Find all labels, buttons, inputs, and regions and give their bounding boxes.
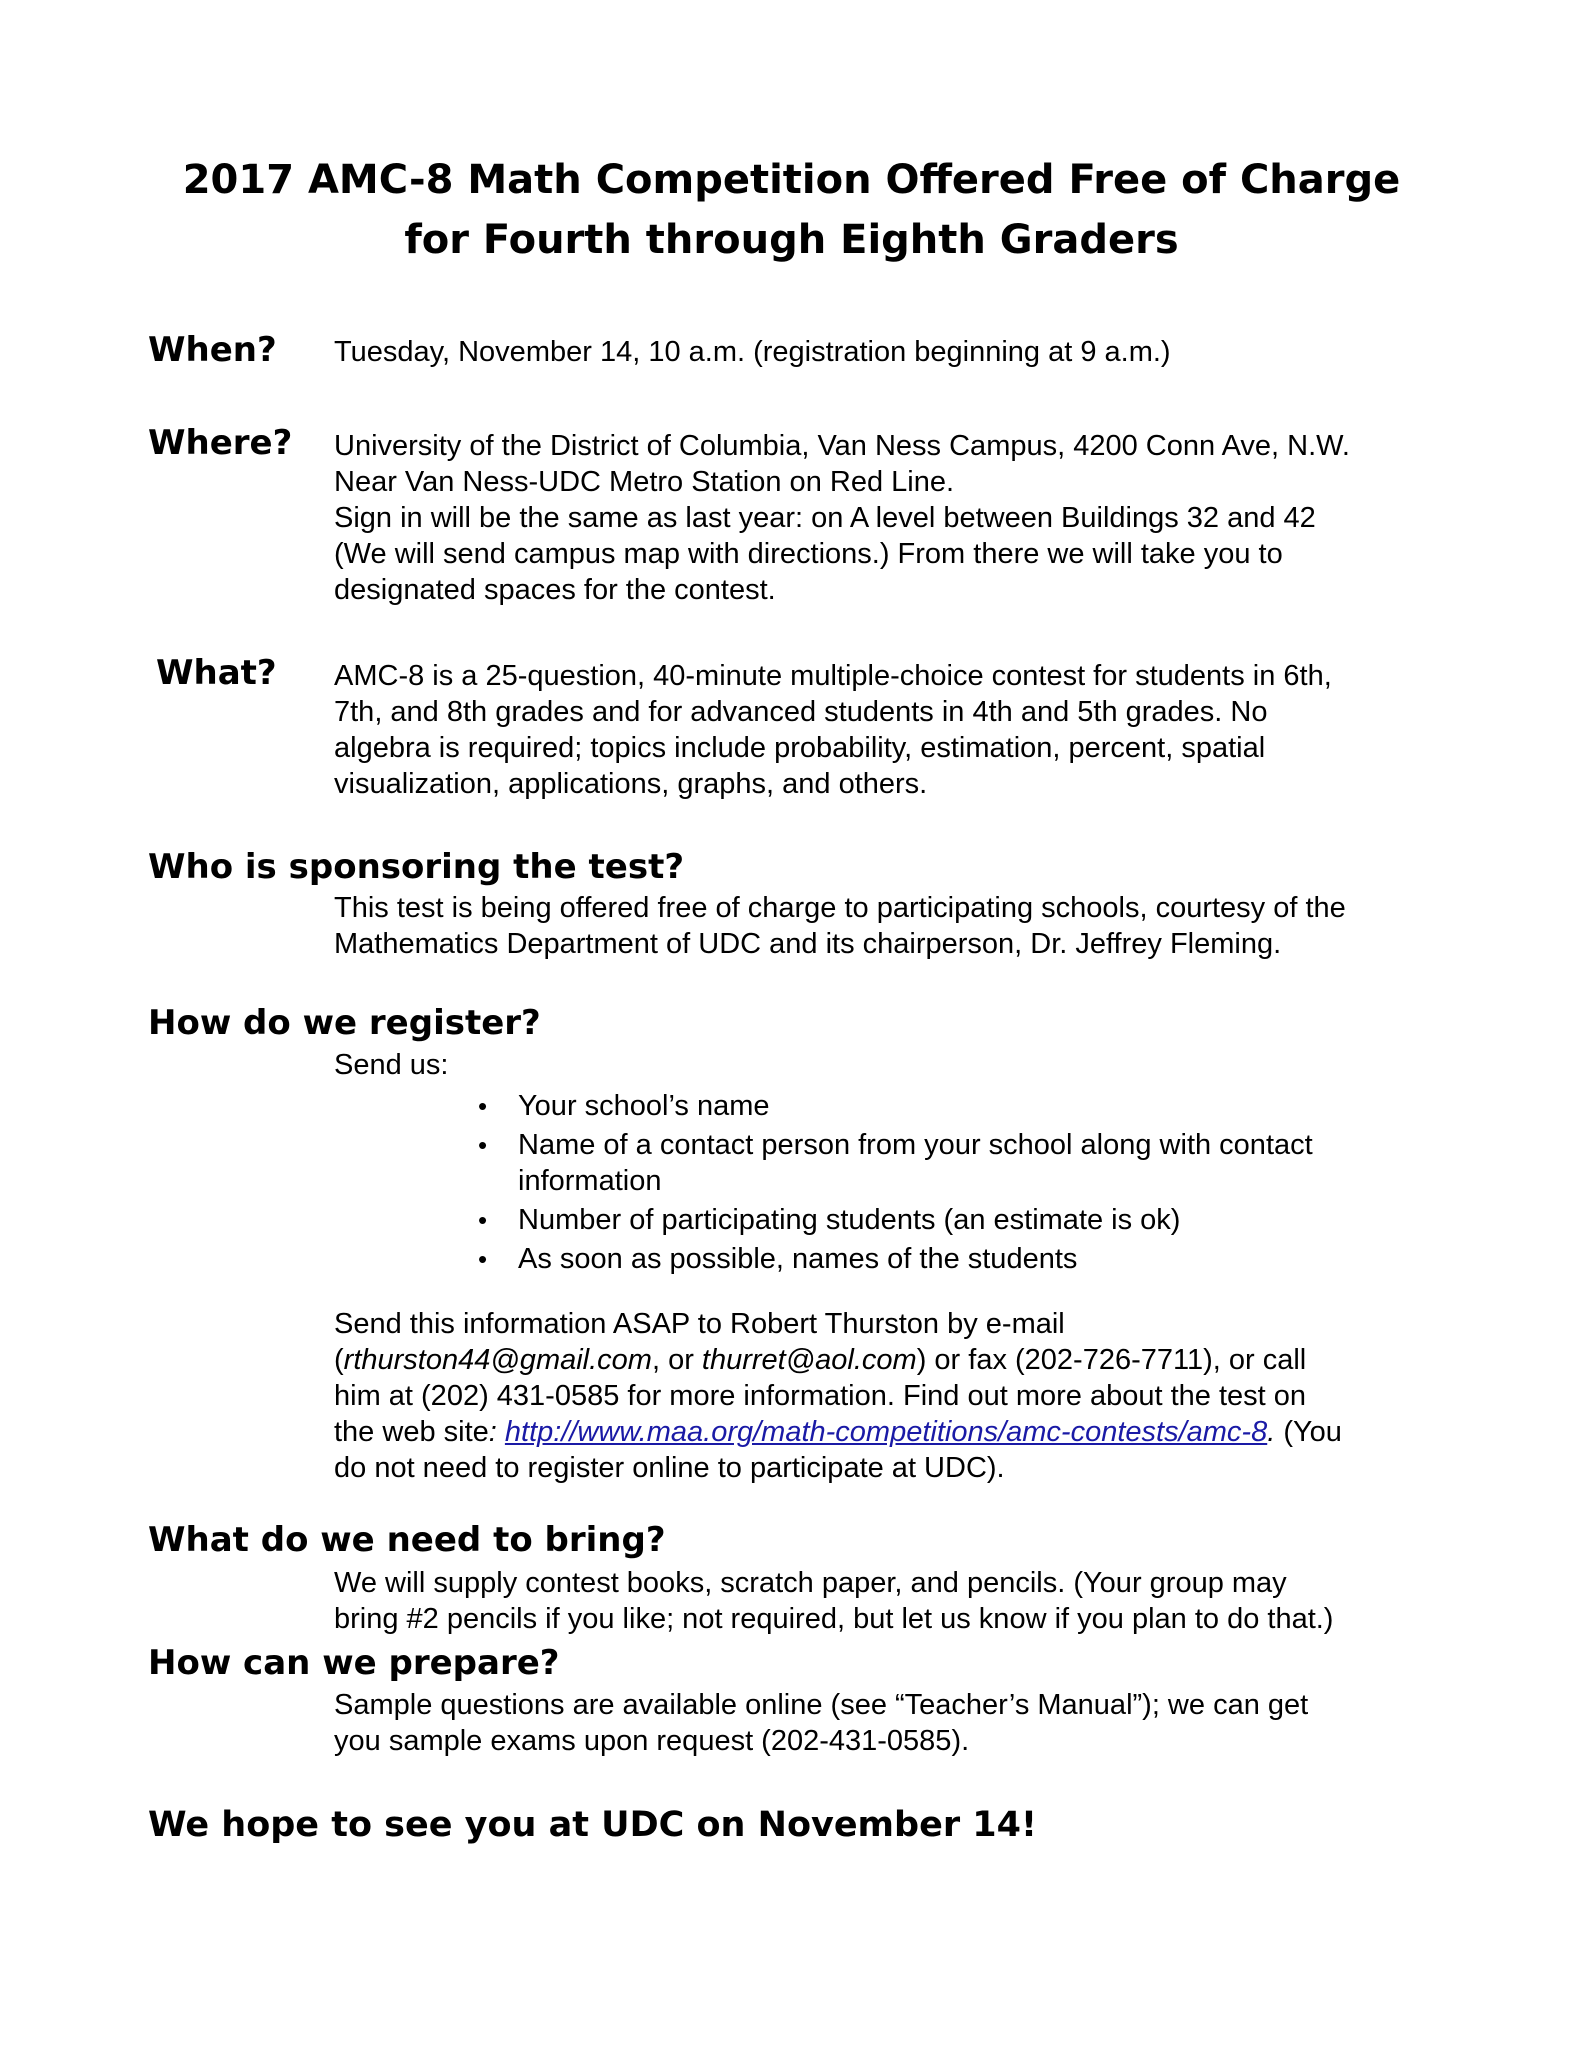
where-label: Where? <box>148 423 293 463</box>
closing-message: We hope to see you at UDC on November 14! <box>148 1805 1037 1845</box>
register-info-line-5: do not need to register online to participate at UDC). <box>334 1452 1005 1484</box>
register-info <box>334 1306 1454 1486</box>
what-line-2: 7th, and 8th grades and for advanced students in 4th and 5th grades. No <box>334 696 1268 728</box>
what-text <box>334 658 1454 802</box>
register-info-line-3: him at (202) 431-0585 for more information. Find out more about the test on <box>334 1380 1307 1412</box>
register-bullet-list <box>472 1088 1422 1280</box>
what-line-1: AMC-8 is a 25-question, 40-minute multiple-choice contest for students in 6th, <box>334 660 1332 692</box>
fax-call-text: ) or fax (202-726-7711), or call <box>916 1344 1307 1376</box>
register-info-line-2 <box>334 1342 1454 1378</box>
email-link-1[interactable]: rthurston44@gmail.com <box>343 1344 652 1376</box>
prepare-heading: How can we prepare? <box>148 1643 560 1683</box>
where-line-1: University of the District of Columbia, Van Ness Campus, 4200 Conn Ave, N.W. <box>334 430 1350 462</box>
prepare-line-1: Sample questions are available online (see “Teacher’s Manual”); we can get <box>334 1689 1309 1721</box>
sponsor-line-1: This test is being offered free of charge to participating schools, courtesy of the <box>334 892 1346 924</box>
where-line-2: Near Van Ness-UDC Metro Station on Red Line. <box>334 466 955 498</box>
prepare-text <box>334 1687 1454 1759</box>
register-intro-line: Send us: <box>334 1049 449 1081</box>
when-line: Tuesday, November 14, 10 a.m. (registration beginning at 9 a.m.) <box>334 336 1171 368</box>
what-line-4: visualization, applications, graphs, and others. <box>334 768 928 800</box>
where-line-3: Sign in will be the same as last year: on A level between Buildings 32 and 42 <box>334 502 1316 534</box>
amc8-web-link[interactable]: http://www.maa.org/math-competitions/amc-contests/amc-8 <box>504 1416 1268 1448</box>
bullet-text: As soon as possible, names of the students <box>518 1243 1078 1275</box>
bullet-icon: • <box>478 1130 488 1160</box>
link-period: . <box>1267 1416 1276 1448</box>
bullet-icon: • <box>478 1205 488 1235</box>
title-line-2: for Fourth through Eighth Graders <box>404 217 1179 263</box>
what-line-3: algebra is required; topics include probability, estimation, percent, spatial <box>334 732 1266 764</box>
where-text <box>334 428 1454 608</box>
bullet-text: Name of a contact person from your school along with contact information <box>518 1129 1313 1197</box>
what-label: What? <box>156 653 277 693</box>
prepare-line-2: you sample exams upon request (202-431-0585). <box>334 1725 970 1757</box>
list-item <box>472 1127 1422 1199</box>
sponsor-text <box>334 890 1454 962</box>
when-text <box>334 334 1454 370</box>
bring-line-1: We will supply contest books, scratch paper, and pencils. (Your group may <box>334 1567 1287 1599</box>
email-separator: , or <box>651 1344 702 1376</box>
register-intro <box>334 1047 1454 1083</box>
register-heading: How do we register? <box>148 1003 541 1043</box>
email-link-2[interactable]: thurret@aol.com <box>701 1344 917 1376</box>
paren-open: ( <box>334 1344 344 1376</box>
title-line-1: 2017 AMC-8 Math Competition Offered Free of Charge <box>182 157 1401 203</box>
bring-heading: What do we need to bring? <box>148 1520 666 1560</box>
you-text: (You <box>1275 1416 1342 1448</box>
bring-line-2: bring #2 pencils if you like; not required, but let us know if you plan to do that.) <box>334 1603 1334 1635</box>
bullet-text: Your school’s name <box>518 1090 770 1122</box>
page-title <box>0 150 1583 270</box>
bullet-icon: • <box>478 1244 488 1274</box>
web-site-text: the web site <box>334 1416 489 1448</box>
where-line-5: designated spaces for the contest. <box>334 574 776 606</box>
list-item <box>472 1202 1422 1238</box>
bullet-text: Number of participating students (an estimate is ok) <box>518 1204 1181 1236</box>
when-label: When? <box>148 330 277 370</box>
list-item <box>472 1241 1422 1277</box>
register-info-line-4 <box>334 1414 1454 1450</box>
sponsor-heading: Who is sponsoring the test? <box>148 847 685 887</box>
list-item <box>472 1088 1422 1124</box>
web-site-colon: : <box>488 1416 497 1448</box>
register-info-line-1: Send this information ASAP to Robert Thurston by e-mail <box>334 1308 1065 1340</box>
sponsor-line-2: Mathematics Department of UDC and its chairperson, Dr. Jeffrey Fleming. <box>334 928 1282 960</box>
where-line-4: (We will send campus map with directions.) From there we will take you to <box>334 538 1283 570</box>
bullet-icon: • <box>478 1091 488 1121</box>
bring-text <box>334 1565 1454 1637</box>
